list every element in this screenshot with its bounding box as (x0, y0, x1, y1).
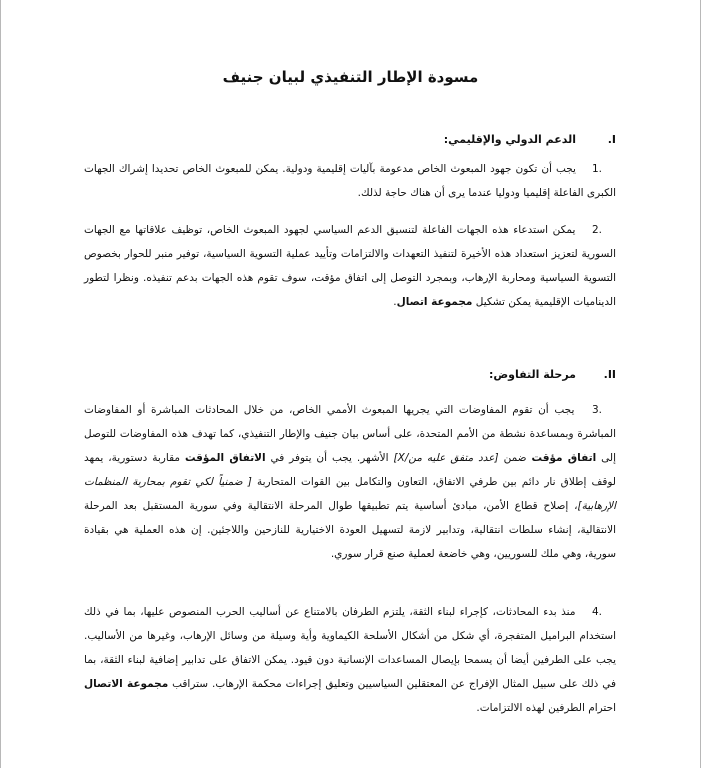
section-title: مرحلة التفاوض: (488, 368, 576, 381)
paragraph-number: .2 (591, 224, 602, 236)
section-heading-1 (444, 133, 616, 146)
bold-term: الاتفاق المؤقت (184, 452, 266, 464)
italic-note: [ ضمنياً لكي تقوم بمحاربة المنظمات الإرهابية] (84, 476, 616, 512)
paragraph-4: .4 منذ بدء المحادثات، كإجراء لبناء الثقة، يلتزم الطرفان بالامتناع عن أساليب الحرب المنصوص عليها، بما في ذلك استخدام البراميل المتفجرة، أي شكل من أشكال الأسلحة الكيماوية وأية وسيلة من وسائل الإرهاب، وغيرها من الأساليب. يجب على الطرفين أيضا أن يسمحا بإيصال المساعدات الإنسانية دون قيود. يمكن الاتفاق على تدابير إضافية لبناء الثقة، بما في ذلك على سبيل المثال الإفراج عن المعتقلين السياسيين وتعليق إجراءات محكمة الإرهاب. ستراقب مجموعة الاتصال احترام الطرفين لهذه الالتزامات. (84, 600, 616, 720)
document-title: مسودة الإطار التنفيذي لبيان جنيف (222, 68, 479, 86)
paragraph-1 (84, 157, 616, 205)
bold-term: اتفاق مؤقت (531, 452, 597, 464)
bold-term: مجموعة اتصال (396, 296, 473, 308)
paragraph-number: .1 (591, 163, 602, 175)
bold-term: مجموعة الاتصال (84, 678, 169, 690)
section-number: I. (607, 133, 616, 146)
paragraph-text: يجب أن تكون جهود المبعوث الخاص مدعومة بآليات إقليمية ودولية. يمكن للمبعوث الخاص تحديدا إشراك الجهات الكبرى الفاعلة إقليميا ودوليا عندما يرى أن هناك حاجة لذلك. (84, 163, 616, 199)
section-title: الدعم الدولي والإقليمي: (443, 133, 576, 146)
section-heading-2 (489, 368, 616, 381)
paragraph-number: .4 (591, 606, 602, 618)
paragraph-2: .2 يمكن استدعاء هذه الجهات الفاعلة لتنسيق الدعم السياسي لجهود المبعوث الخاص، توظيف علاقاتها مع الجهات السورية لتعزيز استعداد هذه الأخيرة لتنفيذ التعهدات والالتزامات وتأييد عملية التسوية السياسية، توفير منبر للحوار بخصوص التسوية السياسية ومحاربة الإرهاب، وبمجرد التوصل إلى اتفاق مؤقت، سوف تقوم هذه الجهات بدعم تنفيذه. ونظرا لتطور الديناميات الإقليمية يمكن تشكيل مجموعة اتصال. (84, 218, 616, 314)
paragraph-3: .3 يجب أن تقوم المفاوضات التي يجريها المبعوث الأممي الخاص، من خلال المحادثات المباشرة أو المفاوضات المباشرة وبمساعدة نشطة من الأمم المتحدة، على أساس بيان جنيف والإطار التنفيذي، كما تهدف هذه المفاوضات للتوصل إلى اتفاق مؤقت ضمن [عدد متفق عليه من/X] الأشهر. يجب أن يتوفر في الاتفاق المؤقت مقاربة دستورية، يمهد لوقف إطلاق نار دائم بين طرفي الاتفاق، التعاون والتكامل بين القوات المتحاربة [ ضمنياً لكي تقوم بمحاربة المنظمات الإرهابية]، إصلاح قطاع الأمن، مبادئ أساسية يتم تطبيقها طوال المرحلة الانتقالية وفي سورية المستقبل بعد المرحلة الانتقالية، إنشاء سلطات انتقالية، وتدابير لازمة لتسهيل العودة الاختيارية للنازحين واللاجئين. إن هذه العملية هي بقيادة سورية، وهي ملك للسوريين، وهي خاضعة لعملية صنع قرار سوري. (84, 398, 616, 566)
paragraph-number: .3 (591, 404, 603, 416)
section-number: II. (603, 368, 616, 381)
paragraph-text: يمكن استدعاء هذه الجهات الفاعلة لتنسيق الدعم السياسي لجهود المبعوث الخاص، توظيف علاقاتها مع الجهات السورية لتعزيز استعداد هذه الأخيرة لتنفيذ التعهدات والالتزامات وتأييد عملية التسوية السياسية، توفير منبر للحوار بخصوص التسوية السياسية ومحاربة الإرهاب، وبمجرد التوصل إلى اتفاق مؤقت، سوف تقوم هذه الجهات بدعم تنفيذه. ونظرا لتطور الديناميات الإقليمية يمكن تشكيل (84, 224, 616, 308)
italic-note: [عدد متفق عليه من/X] (393, 452, 499, 464)
